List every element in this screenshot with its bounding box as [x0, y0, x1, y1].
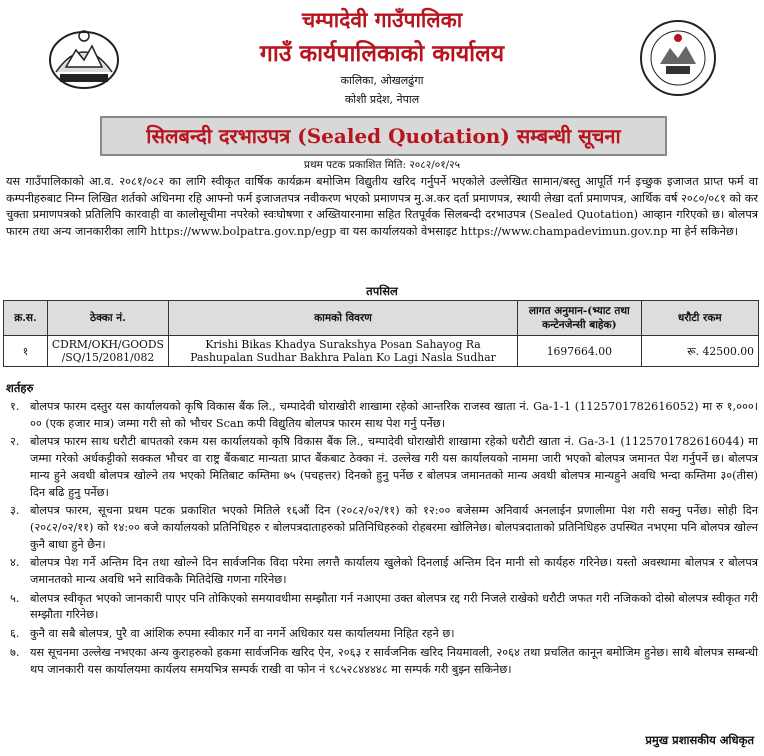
condition-text: कुनै वा सबै बोलपत्र, पुरै वा आंशिक रुपमा स्वीकार गर्ने वा नगर्ने अधिकार यस कार्यालयमा निहित रहने छ। — [30, 627, 455, 641]
condition-text: बोलपत्र फारम साथ धरौटी बापतको रकम यस कार्यालयको कृषि विकास बैंक लि., चम्पादेवी घोराखोरी शाखामा रहेको धरौटी खाता नं. Ga-3-1 (1125701782616044) मा जम्मा गरेको अर्धकट्टीको सक्कल भौचर वा राष्ट्र बैंकबाट मान्यता प्राप्त बैंकबाट ठेक्का नं. उल्लेख गरी यस कार्यालयको नाममा जारी भएको बोलपत्र जमानत पेश गर्नुपर्ने छ। बोलपत्र मान्य हुने अवधी बोलपत्र खोल्ने तय भएको मितिबाट कम्तिमा ७५ (पचहत्तर) दिनको हुनु पर्नेछ र बोलपत्र जमानतको मान्य अवधी बोलपत्र मान्यहुने अवधि भन्दा कम्तिमा ३०(तीस) दिन बढि हुनु पर्नेछ। — [30, 435, 758, 499]
office-name: गाउँ कार्यपालिकाको कार्यालय — [259, 40, 505, 67]
condition-number: ५. — [10, 591, 20, 605]
col-header-deposit: धरौटी रकम — [641, 301, 758, 336]
condition-text: यस सूचनमा उल्लेख नभएका अन्य कुराहरुको हकमा सार्वजनिक खरिद ऐन, २०६३ र सार्वजनिक खरिद नियमावली, २०६४ तथा प्रचलित कानून बमोजिम हुनेछ। साथै बोलपत्र सम्बन्धी थप जानकारी यस कार्यालयमा कार्यलय समयभित्र सम्पर्क राखी वा फोन नं ९८५२८४४४४८ मा सम्पर्क गरी बुझ्न सकिनेछ। — [30, 645, 758, 676]
condition-number: ६. — [10, 627, 20, 641]
condition-text: बोलपत्र स्वीकृत भएको जानकारी पाएर पनि तोकिएको समयावधीमा सम्झौता गर्न नआएमा उक्त बोलपत्र रद्द गरी निजले राखेको धरौटी जफत गरी नजिकको दोस्रो बोलपत्र स्वीकृत गरी सम्झौता गरिनेछ। — [30, 591, 758, 622]
cell-deposit: रू. 42500.00 — [641, 336, 758, 367]
col-header-description: कामको विवरण — [168, 301, 517, 336]
signatory-title: प्रमुख प्रशासकीय अधिकृत — [645, 733, 754, 747]
conditions-heading: शर्तहरु — [6, 381, 34, 395]
condition-number: १. — [10, 400, 20, 413]
table-header-row — [4, 301, 759, 336]
table-caption: तपसिल — [366, 284, 398, 298]
col-header-contract-no: ठेक्का नं. — [47, 301, 168, 336]
quotation-table — [3, 300, 759, 367]
municipality-name: चम्पादेवी गाउँपालिका — [301, 7, 463, 32]
condition-text: बोलपत्र फारम दस्तुर यस कार्यालयको कृषि विकास बैंक लि., चम्पादेवी घोराखोरी शाखामा रहेको आन्तरिक राजस्व खाता नं. Ga-1-1 (1125701782616052) मा रु १,०००।०० (एक हजार मात्र) जम्मा गरी सो को भौचर Scan कपी विद्युतिय बोलपत्र फारम साथ पेश गर्नु पर्नेछ। — [30, 400, 758, 430]
condition-number: ४. — [10, 556, 20, 570]
letterhead — [0, 0, 764, 115]
table-row — [4, 336, 759, 367]
municipality-seal-icon — [638, 18, 718, 98]
conditions-list — [0, 399, 764, 680]
condition-number: ३. — [10, 504, 20, 518]
intro-paragraph: यस गाउँपालिकाको आ.व. २०८१/०८२ का लागि स्वीकृत वार्षिक कार्यक्रम बमोजिम विद्युतीय खरिद गर्नुपर्ने भएकोले उल्लेखित सामान/बस्तु आपूर्ति गर्न इच्छुक इजाजत प्राप्त फर्म वा कम्पनीहरुबाट निम्न लिखित शर्तको अधिनमा रहि आफ्नो फर्म इजाजतपत्र नवीकरण भएको प्रमाणपत्र मु.अ.कर दर्ता प्रमाणपत्र, स्थायी लेखा दर्ता प्रमाणपत्र, आर्थिक वर्ष २०८०/०८१ को कर चुक्ता प्रमाणपत्रको प्रतिलिपि कारवाही वा कालोसूचीमा नपरेको स्वःघोषणा र अख्तियारनामा सहित रितपूर्वक सिलबन्दी दरभाउपत्र (Sealed Quotation) आव्हान गरिएको छ। बोलपत्र फारम तथा अन्य जानकारीका लागि https://www.bolpatra.gov.np/egp वा यस कार्यालयको वेभसाइट https://www.champadevimun.gov.np मा हेर्न सकिनेछ। — [6, 175, 758, 238]
cell-contract-no: CDRM/OKH/GOODS /SQ/15/2081/082 — [47, 336, 168, 367]
published-date: प्रथम पटक प्रकाशित मिति: २०८२/०१/२५ — [303, 159, 461, 171]
list-item — [0, 555, 764, 588]
list-item — [0, 503, 764, 553]
condition-text: बोलपत्र फारम, सूचना प्रथम पटक प्रकाशित भएको मितिले १६औं दिन (२०८२/०२/११) को १२:०० बजेसम्म अनिवार्य अनलाईन प्रणालीमा पेश गरी सक्नु पर्नेछ। सोही दिन (२०८२/०२/११) को १४:०० बजे कार्यालयको प्रतिनिधिहरु र बोलपत्रदाताहरुको प्रतिनिधिहरुको रोहबरमा खोलिनेछ। बोलपत्रदाताको प्रतिनिधिहरु उपस्थित नभएमा पनि बोलपत्र खोल्न कुनै बाधा हुने छैन। — [30, 504, 758, 551]
condition-number: ७. — [10, 645, 20, 659]
condition-number: २. — [10, 435, 20, 449]
address-line-2: कोशी प्रदेश, नेपाल — [344, 93, 420, 106]
cell-estimate: 1697664.00 — [518, 336, 641, 367]
list-item — [0, 399, 764, 432]
condition-text: बोलपत्र पेश गर्ने अन्तिम दिन तथा खोल्ने दिन सार्वजनिक विदा परेमा लगत्तै कार्यालय खुलेको दिनलाई अन्तिम दिन मानी सो कार्यहरु गरिनेछ। यस्तो अवस्थामा बोलपत्र र बोलपत्र जमानतको मान्य अवधि भने साविककै मितिदेखि गणना गरिनेछ। — [30, 556, 758, 587]
address-line-1: कालिका, ओखलढुंगा — [340, 74, 424, 87]
cell-description: Krishi Bikas Khadya Surakshya Posan Sahayog Ra Pashupalan Sudhar Bakhra Palan Ko Lagi Nasla Sudhar — [168, 336, 517, 367]
col-header-estimate: लागत अनुमान-(भ्याट तथा कन्टेनजेन्सी बाहेक) — [518, 301, 641, 336]
col-header-sn: क्र.स. — [4, 301, 48, 336]
list-item — [0, 591, 764, 624]
cell-sn: १ — [4, 336, 48, 367]
notice-title: सिलबन्दी दरभाउपत्र (Sealed Quotation) सम्बन्धी सूचना — [100, 116, 667, 156]
list-item — [0, 645, 764, 678]
list-item — [0, 434, 764, 501]
list-item — [0, 626, 764, 643]
